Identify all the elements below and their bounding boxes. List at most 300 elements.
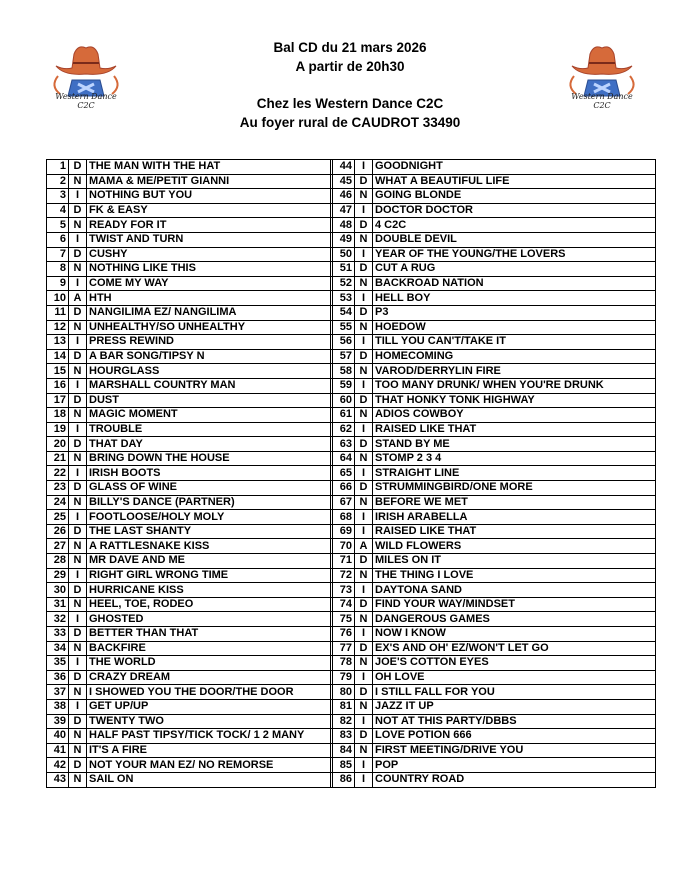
song-level: N [69, 218, 87, 233]
song-title: GET UP/UP [87, 699, 331, 714]
song-title: SAIL ON [87, 772, 331, 787]
event-header [0, 38, 700, 76]
table-row [47, 364, 656, 379]
table-row [47, 583, 656, 598]
song-title: COUNTRY ROAD [373, 772, 656, 787]
song-number: 61 [333, 408, 355, 423]
song-level: I [69, 335, 87, 350]
song-level: I [355, 583, 373, 598]
song-number: 28 [47, 554, 69, 569]
song-level: N [69, 495, 87, 510]
song-title: TWIST AND TURN [87, 232, 331, 247]
song-title: RAISED LIKE THAT [373, 422, 656, 437]
song-number: 19 [47, 422, 69, 437]
song-level: N [355, 451, 373, 466]
song-title: PRESS REWIND [87, 335, 331, 350]
song-level: D [355, 437, 373, 452]
song-title: NOT YOUR MAN EZ/ NO REMORSE [87, 758, 331, 773]
song-level: D [355, 685, 373, 700]
song-level: I [355, 378, 373, 393]
song-number: 30 [47, 583, 69, 598]
song-number: 3 [47, 189, 69, 204]
song-title: THE WORLD [87, 656, 331, 671]
song-title: FOOTLOOSE/HOLY MOLY [87, 510, 331, 525]
song-level: I [355, 291, 373, 306]
table-row [47, 393, 656, 408]
song-title: BETTER THAN THAT [87, 627, 331, 642]
table-row [47, 422, 656, 437]
song-number: 53 [333, 291, 355, 306]
song-level: N [69, 772, 87, 787]
song-title: WHAT A BEAUTIFUL LIFE [373, 174, 656, 189]
song-level: D [355, 349, 373, 364]
song-level: N [355, 743, 373, 758]
song-level: I [355, 422, 373, 437]
table-row [47, 670, 656, 685]
table-row [47, 335, 656, 350]
song-title: JOE'S COTTON EYES [373, 656, 656, 671]
song-level: I [355, 510, 373, 525]
venue-location: Au foyer rural de CAUDROT 33490 [239, 115, 461, 130]
song-title: NOTHING BUT YOU [87, 189, 331, 204]
song-number: 73 [333, 583, 355, 598]
song-level: A [355, 539, 373, 554]
song-number: 33 [47, 627, 69, 642]
song-title: JAZZ IT UP [373, 699, 656, 714]
song-level: N [69, 320, 87, 335]
song-level: N [69, 641, 87, 656]
song-number: 75 [333, 612, 355, 627]
song-level: D [355, 597, 373, 612]
song-level: I [355, 203, 373, 218]
song-number: 27 [47, 539, 69, 554]
song-number: 48 [333, 218, 355, 233]
song-title: VAROD/DERRYLIN FIRE [373, 364, 656, 379]
song-level: D [355, 729, 373, 744]
song-title: NOW I KNOW [373, 627, 656, 642]
table-row [47, 218, 656, 233]
song-title: MILES ON IT [373, 554, 656, 569]
table-row [47, 378, 656, 393]
song-level: D [69, 627, 87, 642]
song-level: I [355, 670, 373, 685]
song-title: HTH [87, 291, 331, 306]
song-number: 43 [47, 772, 69, 787]
song-level: I [355, 524, 373, 539]
song-number: 44 [333, 160, 355, 175]
song-title: IRISH BOOTS [87, 466, 331, 481]
song-title: BILLY'S DANCE (PARTNER) [87, 495, 331, 510]
song-number: 68 [333, 510, 355, 525]
song-level: D [355, 262, 373, 277]
song-level: I [69, 232, 87, 247]
song-title: YEAR OF THE YOUNG/THE LOVERS [373, 247, 656, 262]
song-number: 71 [333, 554, 355, 569]
song-title: THAT HONKY TONK HIGHWAY [373, 393, 656, 408]
table-row [47, 714, 656, 729]
song-title: READY FOR IT [87, 218, 331, 233]
song-number: 24 [47, 495, 69, 510]
song-level: I [69, 276, 87, 291]
table-row [47, 466, 656, 481]
song-number: 70 [333, 539, 355, 554]
table-row [47, 305, 656, 320]
song-level: N [69, 729, 87, 744]
song-number: 85 [333, 758, 355, 773]
song-level: I [69, 510, 87, 525]
table-row [47, 641, 656, 656]
song-number: 10 [47, 291, 69, 306]
song-title: DUST [87, 393, 331, 408]
song-number: 50 [333, 247, 355, 262]
table-row [47, 554, 656, 569]
song-number: 9 [47, 276, 69, 291]
song-title: BACKROAD NATION [373, 276, 656, 291]
table-row [47, 729, 656, 744]
song-title: DAYTONA SAND [373, 583, 656, 598]
song-level: N [69, 554, 87, 569]
song-level: D [355, 174, 373, 189]
song-number: 74 [333, 597, 355, 612]
table-row [47, 597, 656, 612]
song-number: 49 [333, 232, 355, 247]
song-number: 31 [47, 597, 69, 612]
logo-caption: Western Dance C2C [571, 92, 633, 110]
song-level: D [69, 203, 87, 218]
song-title: STRUMMINGBIRD/ONE MORE [373, 481, 656, 496]
song-level: N [355, 612, 373, 627]
song-title: DANGEROUS GAMES [373, 612, 656, 627]
song-number: 18 [47, 408, 69, 423]
song-title: FIRST MEETING/DRIVE YOU [373, 743, 656, 758]
song-level: I [355, 335, 373, 350]
song-level: I [69, 422, 87, 437]
table-row [47, 203, 656, 218]
song-number: 57 [333, 349, 355, 364]
song-title: MARSHALL COUNTRY MAN [87, 378, 331, 393]
song-number: 55 [333, 320, 355, 335]
song-level: I [69, 656, 87, 671]
table-row [47, 612, 656, 627]
song-level: D [355, 393, 373, 408]
table-row [47, 772, 656, 787]
song-title: BEFORE WE MET [373, 495, 656, 510]
song-number: 59 [333, 378, 355, 393]
song-number: 14 [47, 349, 69, 364]
song-level: D [69, 758, 87, 773]
table-row [47, 510, 656, 525]
song-level: I [355, 627, 373, 642]
song-title: STOMP 2 3 4 [373, 451, 656, 466]
song-number: 69 [333, 524, 355, 539]
table-row [47, 568, 656, 583]
venue-header [0, 94, 700, 132]
song-title: 4 C2C [373, 218, 656, 233]
song-title: IT'S A FIRE [87, 743, 331, 758]
song-title: A BAR SONG/TIPSY N [87, 349, 331, 364]
song-number: 58 [333, 364, 355, 379]
song-number: 64 [333, 451, 355, 466]
song-level: I [355, 758, 373, 773]
song-title: ADIOS COWBOY [373, 408, 656, 423]
playlist-table [46, 159, 656, 788]
song-level: N [69, 174, 87, 189]
song-title: DOCTOR DOCTOR [373, 203, 656, 218]
song-number: 47 [333, 203, 355, 218]
table-row [47, 276, 656, 291]
song-title: HOMECOMING [373, 349, 656, 364]
table-row [47, 247, 656, 262]
table-row [47, 524, 656, 539]
song-number: 66 [333, 481, 355, 496]
song-title: THAT DAY [87, 437, 331, 452]
song-number: 34 [47, 641, 69, 656]
song-number: 22 [47, 466, 69, 481]
song-level: D [69, 670, 87, 685]
song-number: 4 [47, 203, 69, 218]
song-number: 39 [47, 714, 69, 729]
table-row [47, 349, 656, 364]
table-row [47, 627, 656, 642]
song-number: 15 [47, 364, 69, 379]
song-number: 38 [47, 699, 69, 714]
song-title: MAGIC MOMENT [87, 408, 331, 423]
song-level: N [355, 699, 373, 714]
song-number: 67 [333, 495, 355, 510]
song-number: 8 [47, 262, 69, 277]
song-number: 17 [47, 393, 69, 408]
song-level: N [69, 743, 87, 758]
song-level: D [355, 218, 373, 233]
table-row [47, 495, 656, 510]
song-title: NOTHING LIKE THIS [87, 262, 331, 277]
song-level: D [69, 583, 87, 598]
song-level: I [69, 466, 87, 481]
logo-caption: Western Dance C2C [55, 92, 117, 110]
song-title: NOT AT THIS PARTY/DBBS [373, 714, 656, 729]
table-row [47, 685, 656, 700]
song-number: 56 [333, 335, 355, 350]
table-row [47, 758, 656, 773]
song-title: TROUBLE [87, 422, 331, 437]
song-number: 16 [47, 378, 69, 393]
song-number: 41 [47, 743, 69, 758]
song-number: 5 [47, 218, 69, 233]
song-title: RIGHT GIRL WRONG TIME [87, 568, 331, 583]
song-number: 20 [47, 437, 69, 452]
song-title: CUT A RUG [373, 262, 656, 277]
song-level: D [69, 437, 87, 452]
song-title: GLASS OF WINE [87, 481, 331, 496]
song-level: I [355, 466, 373, 481]
song-level: A [69, 291, 87, 306]
table-row [47, 174, 656, 189]
event-title: Bal CD du 21 mars 2026 [273, 40, 427, 55]
song-level: D [69, 160, 87, 175]
song-level: D [355, 554, 373, 569]
song-level: I [69, 568, 87, 583]
song-level: D [69, 349, 87, 364]
song-title: P3 [373, 305, 656, 320]
song-title: A RATTLESNAKE KISS [87, 539, 331, 554]
song-number: 37 [47, 685, 69, 700]
song-title: TOO MANY DRUNK/ WHEN YOU'RE DRUNK [373, 378, 656, 393]
table-row [47, 232, 656, 247]
song-level: D [355, 481, 373, 496]
song-number: 52 [333, 276, 355, 291]
song-level: D [69, 714, 87, 729]
song-level: D [69, 247, 87, 262]
song-title: GHOSTED [87, 612, 331, 627]
song-title: HURRICANE KISS [87, 583, 331, 598]
table-row [47, 539, 656, 554]
song-level: N [355, 568, 373, 583]
table-row [47, 743, 656, 758]
song-title: HEEL, TOE, RODEO [87, 597, 331, 612]
song-title: CRAZY DREAM [87, 670, 331, 685]
song-level: N [69, 408, 87, 423]
song-level: I [355, 772, 373, 787]
song-title: CUSHY [87, 247, 331, 262]
song-level: N [355, 364, 373, 379]
song-level: N [355, 320, 373, 335]
table-row [47, 656, 656, 671]
song-level: N [355, 495, 373, 510]
song-level: N [69, 451, 87, 466]
song-title: I STILL FALL FOR YOU [373, 685, 656, 700]
song-title: THE THING I LOVE [373, 568, 656, 583]
song-level: I [69, 612, 87, 627]
song-number: 23 [47, 481, 69, 496]
event-time: A partir de 20h30 [295, 59, 405, 74]
song-number: 25 [47, 510, 69, 525]
song-number: 86 [333, 772, 355, 787]
song-title: BACKFIRE [87, 641, 331, 656]
table-row [47, 408, 656, 423]
song-title: POP [373, 758, 656, 773]
song-level: D [355, 641, 373, 656]
song-number: 29 [47, 568, 69, 583]
song-title: UNHEALTHY/SO UNHEALTHY [87, 320, 331, 335]
song-title: WILD FLOWERS [373, 539, 656, 554]
song-level: I [69, 699, 87, 714]
song-level: N [355, 408, 373, 423]
song-title: THE LAST SHANTY [87, 524, 331, 539]
song-title: STRAIGHT LINE [373, 466, 656, 481]
song-title: GOING BLONDE [373, 189, 656, 204]
table-row [47, 160, 656, 175]
song-number: 78 [333, 656, 355, 671]
song-title: GOODNIGHT [373, 160, 656, 175]
table-row [47, 320, 656, 335]
table-row [47, 699, 656, 714]
song-number: 6 [47, 232, 69, 247]
song-number: 62 [333, 422, 355, 437]
song-level: I [355, 160, 373, 175]
song-number: 77 [333, 641, 355, 656]
song-number: 40 [47, 729, 69, 744]
song-title: HELL BOY [373, 291, 656, 306]
song-number: 79 [333, 670, 355, 685]
song-title: FIND YOUR WAY/MINDSET [373, 597, 656, 612]
song-number: 12 [47, 320, 69, 335]
song-number: 83 [333, 729, 355, 744]
song-title: OH LOVE [373, 670, 656, 685]
song-number: 36 [47, 670, 69, 685]
song-title: STAND BY ME [373, 437, 656, 452]
song-title: TWENTY TWO [87, 714, 331, 729]
song-title: I SHOWED YOU THE DOOR/THE DOOR [87, 685, 331, 700]
song-number: 7 [47, 247, 69, 262]
song-title: THE MAN WITH THE HAT [87, 160, 331, 175]
song-level: N [355, 232, 373, 247]
table-row [47, 262, 656, 277]
song-title: NANGILIMA EZ/ NANGILIMA [87, 305, 331, 320]
song-number: 63 [333, 437, 355, 452]
song-title: HOEDOW [373, 320, 656, 335]
song-level: N [355, 276, 373, 291]
song-title: IRISH ARABELLA [373, 510, 656, 525]
table-row [47, 291, 656, 306]
song-number: 60 [333, 393, 355, 408]
song-title: RAISED LIKE THAT [373, 524, 656, 539]
song-title: LOVE POTION 666 [373, 729, 656, 744]
song-level: N [69, 364, 87, 379]
song-level: N [355, 656, 373, 671]
venue-host: Chez les Western Dance C2C [256, 96, 444, 111]
song-number: 32 [47, 612, 69, 627]
song-number: 51 [333, 262, 355, 277]
song-title: MR DAVE AND ME [87, 554, 331, 569]
song-title: COME MY WAY [87, 276, 331, 291]
song-level: I [69, 378, 87, 393]
song-number: 35 [47, 656, 69, 671]
song-level: N [355, 189, 373, 204]
song-number: 84 [333, 743, 355, 758]
song-number: 72 [333, 568, 355, 583]
song-number: 13 [47, 335, 69, 350]
table-row [47, 451, 656, 466]
song-number: 81 [333, 699, 355, 714]
song-number: 46 [333, 189, 355, 204]
song-level: N [69, 597, 87, 612]
table-row [47, 189, 656, 204]
song-level: N [69, 262, 87, 277]
song-number: 42 [47, 758, 69, 773]
song-level: D [355, 305, 373, 320]
song-title: EX'S AND OH' EZ/WON'T LET GO [373, 641, 656, 656]
song-level: I [69, 189, 87, 204]
song-title: FK & EASY [87, 203, 331, 218]
song-number: 82 [333, 714, 355, 729]
song-title: HALF PAST TIPSY/TICK TOCK/ 1 2 MANY [87, 729, 331, 744]
table-row [47, 437, 656, 452]
song-title: BRING DOWN THE HOUSE [87, 451, 331, 466]
song-number: 45 [333, 174, 355, 189]
song-level: N [69, 539, 87, 554]
song-number: 26 [47, 524, 69, 539]
song-title: DOUBLE DEVIL [373, 232, 656, 247]
song-number: 65 [333, 466, 355, 481]
song-level: N [69, 685, 87, 700]
song-number: 2 [47, 174, 69, 189]
song-title: MAMA & ME/PETIT GIANNI [87, 174, 331, 189]
song-level: D [69, 524, 87, 539]
song-number: 76 [333, 627, 355, 642]
table-row [47, 481, 656, 496]
song-level: D [69, 305, 87, 320]
song-title: TILL YOU CAN'T/TAKE IT [373, 335, 656, 350]
